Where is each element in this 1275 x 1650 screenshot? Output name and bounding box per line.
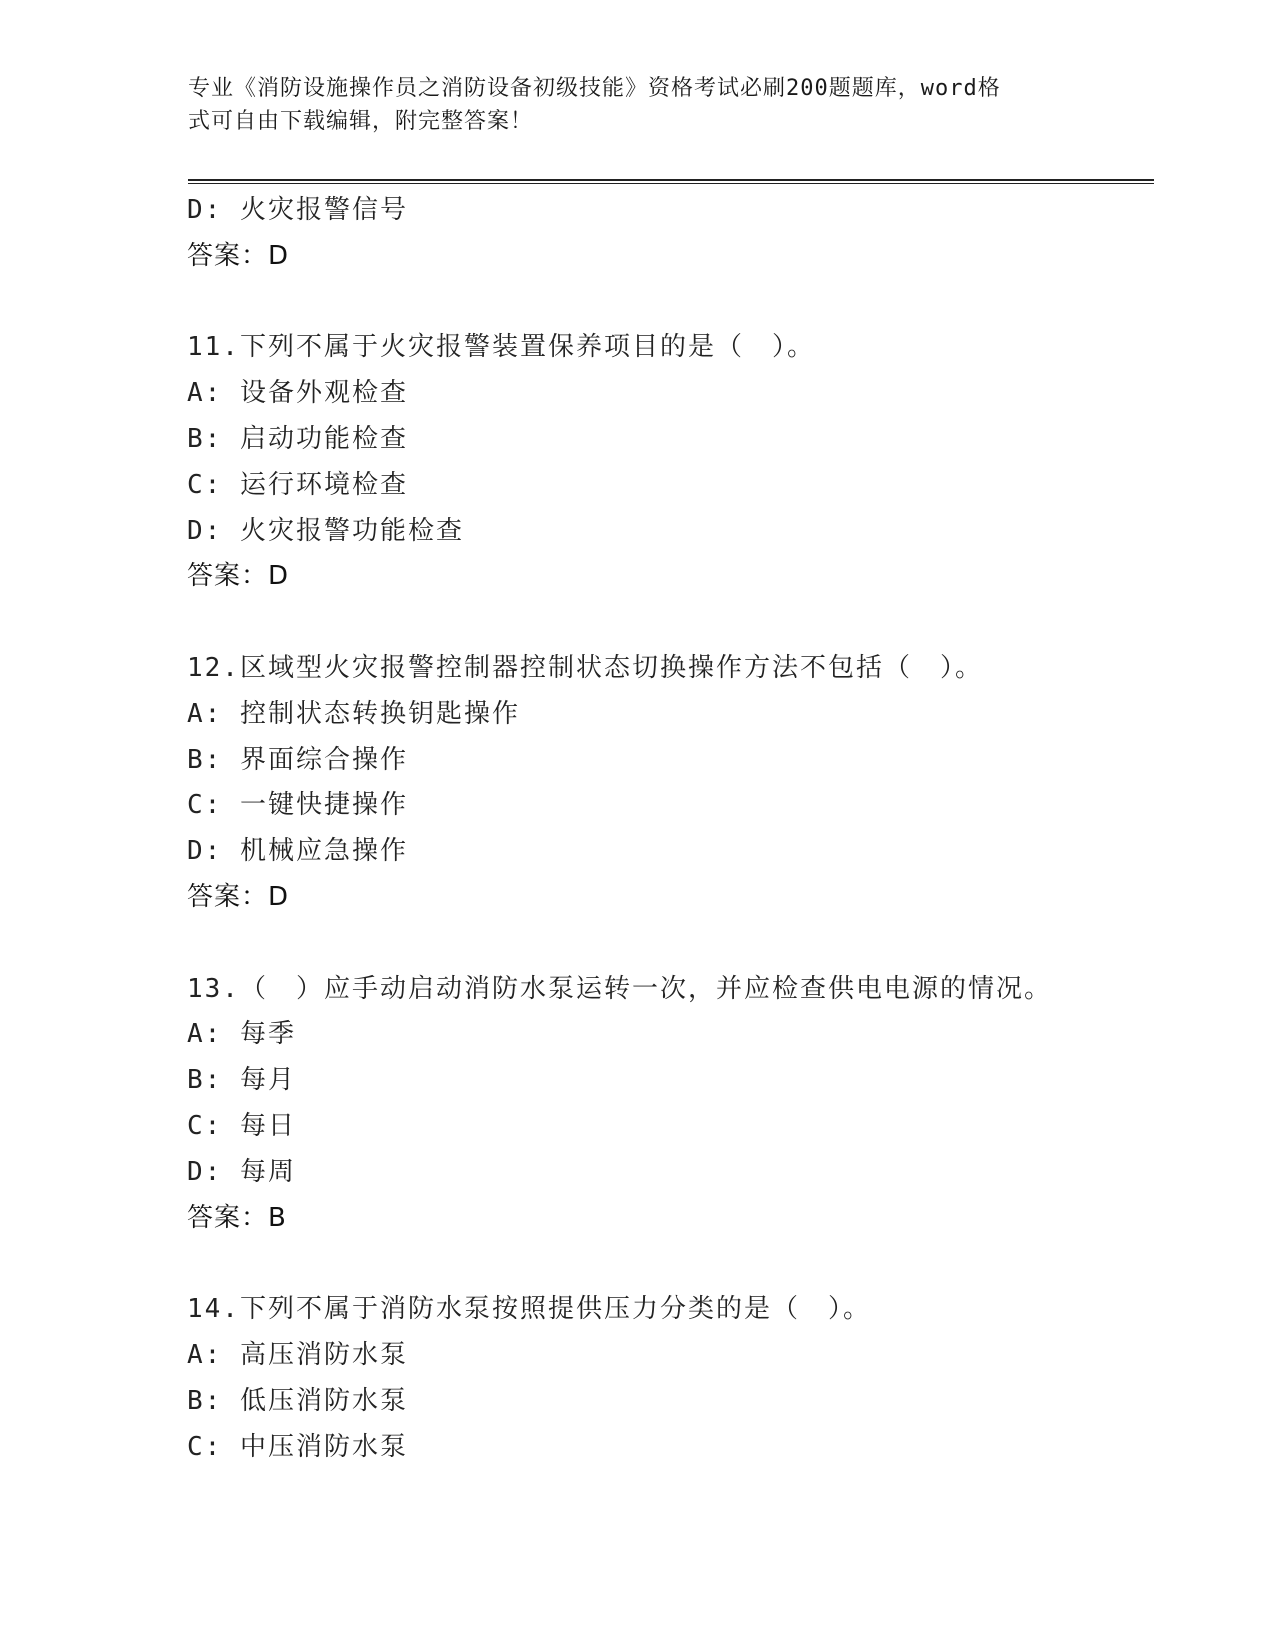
question-stem: 12.区域型火灾报警控制器控制状态切换操作方法不包括（ ）。 — [187, 652, 983, 683]
question-11 — [187, 325, 1187, 600]
answer: 答案：B — [187, 1202, 287, 1233]
document-header — [188, 72, 1068, 138]
option-c: C: 每日 — [187, 1110, 296, 1141]
header-line-2: 式可自由下载编辑，附完整答案！ — [188, 109, 534, 134]
spacer — [187, 600, 1187, 646]
header-divider — [188, 179, 1154, 184]
option-b: B: 每月 — [187, 1065, 296, 1096]
question-12 — [187, 646, 1187, 921]
option-a: A: 控制状态转换钥匙操作 — [187, 698, 520, 729]
question-13 — [187, 967, 1187, 1242]
question-stem: 11.下列不属于火灾报警装置保养项目的是（ ）。 — [187, 332, 815, 363]
question-stem: 13.（ ）应手动启动消防水泵运转一次，并应检查供电电源的情况。 — [187, 973, 1052, 1004]
spacer — [187, 1241, 1187, 1287]
option-b: B: 启动功能检查 — [187, 423, 408, 454]
question-stem: 14.下列不属于消防水泵按照提供压力分类的是（ ）。 — [187, 1294, 871, 1325]
prev-answer: 答案：D — [187, 240, 290, 271]
answer: 答案：D — [187, 881, 290, 912]
header-line-1: 专业《消防设施操作员之消防设备初级技能》资格考试必刷200题题库，word格 — [188, 76, 1001, 101]
option-a: A: 设备外观检查 — [187, 378, 408, 409]
prev-option-d: D: 火灾报警信号 — [187, 195, 408, 225]
option-a: A: 每季 — [187, 1019, 296, 1050]
option-d: D: 每周 — [187, 1156, 296, 1187]
option-b: B: 界面综合操作 — [187, 744, 408, 775]
question-14 — [187, 1287, 1187, 1470]
option-c: C: 一键快捷操作 — [187, 790, 408, 821]
option-d: D: 机械应急操作 — [187, 836, 408, 867]
answer: 答案：D — [187, 561, 290, 592]
option-b: B: 低压消防水泵 — [187, 1385, 408, 1416]
question-list — [187, 188, 1187, 1470]
spacer — [187, 280, 1187, 326]
spacer — [187, 921, 1187, 967]
option-c: C: 运行环境检查 — [187, 469, 408, 500]
option-c: C: 中压消防水泵 — [187, 1431, 408, 1462]
option-d: D: 火灾报警功能检查 — [187, 515, 464, 546]
option-a: A: 高压消防水泵 — [187, 1339, 408, 1370]
